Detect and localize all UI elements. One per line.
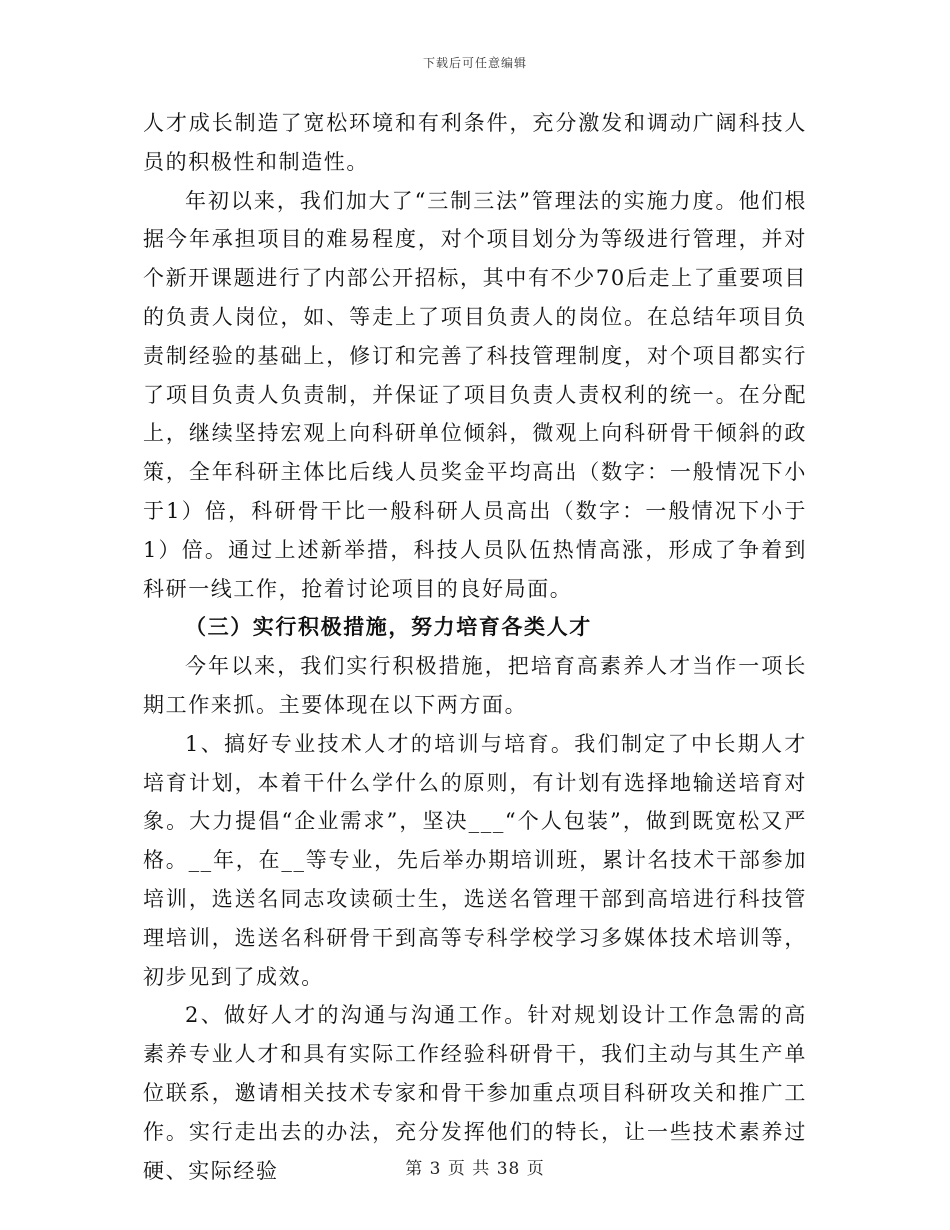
- download-edit-note: 下载后可任意编辑: [422, 56, 527, 70]
- section-heading: （三）实行积极措施，努力培育各类人才: [185, 614, 592, 640]
- document-body: [143, 104, 807, 1190]
- paragraph-management-reform: 年初以来，我们加大了“三制三法”管理法的实施力度。他们根据今年承担项目的难易程度，对个项目划分为等级进行管理，并对个新开课题进行了内部公开招标，其中有不少70后走上了重要项目的负责人岗位，如、等走上了项目负责人的岗位。在总结年项目负责制经验的基础上，修订和完善了科技管理制度，对个项目都实行了项目负责人负责制，并保证了项目负责人责权利的统一。在分配上，继续坚持宏观上向科研单位倾斜，微观上向科研骨干倾斜的政策，全年科研主体比后线人员奖金平均高出（数字：一般情况下小于1）倍，科研骨干比一般科研人员高出（数字：一般情况下小于1）倍。通过上述新举措，科技人员队伍热情高涨，形成了争着到科研一线工作，抢着讨论项目的良好局面。: [143, 188, 807, 601]
- page-number: 第 3 页 共 38 页: [405, 1159, 545, 1179]
- paragraph-item-2: 2、做好人才的沟通与沟通工作。针对规划设计工作急需的高素养专业人才和具有实际工作经验科研骨干，我们主动与其生产单位联系，邀请相关技术专家和骨干参加重点项目科研攻关和推广工作。实行走出去的办法，充分发挥他们的特长，让一些技术素养过硬、实际经验: [143, 1003, 807, 1183]
- paragraph-item-1: 1、搞好专业技术人才的培训与培育。我们制定了中长期人才培育计划，本着干什么学什么的原则，有计划有选择地输送培育对象。大力提倡“企业需求”，坚决___“个人包装”，做到既宽松又严格。__年，在__等专业，先后举办期培训班，累计名技术干部参加培训，选送名同志攻读硕士生，选送名管理干部到高培进行科技管理培训，选送名科研骨干到高等专科学校学习多媒体技术培训等，初步见到了成效。: [143, 731, 807, 989]
- paragraph-continuation: 人才成长制造了宽松环境和有利条件，充分激发和调动广阔科技人员的积极性和制造性。: [143, 111, 807, 174]
- paragraph-intro: 今年以来，我们实行积极措施，把培育高素养人才当作一项长期工作来抓。主要体现在以下两方面。: [143, 654, 807, 717]
